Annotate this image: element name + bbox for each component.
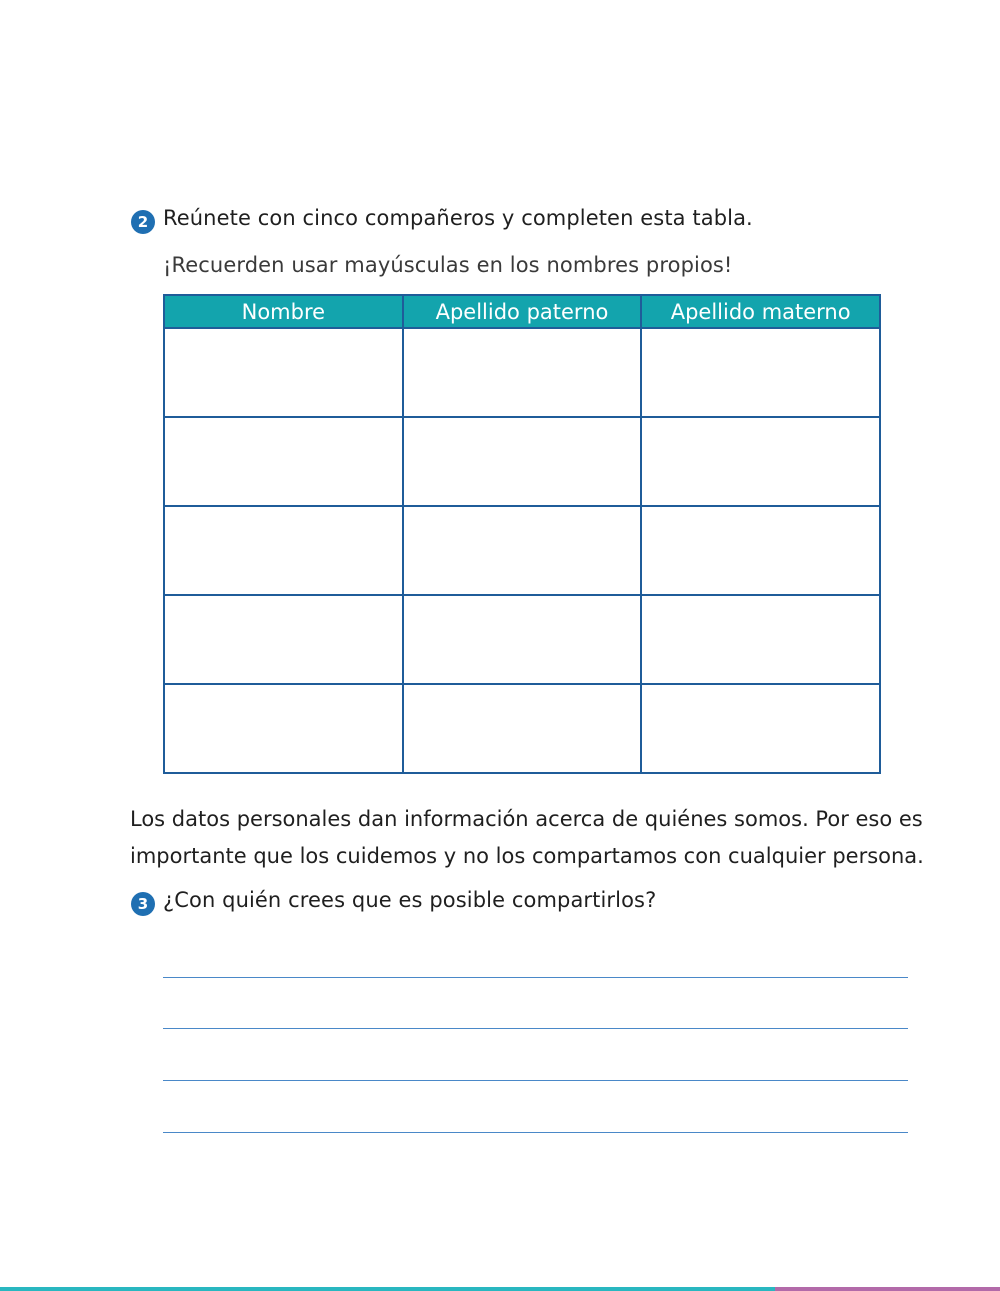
personal-data-paragraph xyxy=(130,801,924,875)
table-cell-nombre[interactable] xyxy=(164,595,403,684)
footer-bar-purple xyxy=(775,1287,1000,1291)
table-cell-nombre[interactable] xyxy=(164,684,403,773)
table-row xyxy=(164,328,880,417)
header-nombre: Nombre xyxy=(164,295,403,328)
table-row xyxy=(164,684,880,773)
table-cell-nombre[interactable] xyxy=(164,328,403,417)
table-row xyxy=(164,506,880,595)
table-cell-nombre[interactable] xyxy=(164,417,403,506)
activity-2-number-badge: 2 xyxy=(131,210,155,234)
table-cell-apellido-paterno[interactable] xyxy=(403,328,642,417)
answer-line-3[interactable] xyxy=(163,1080,908,1081)
table-row xyxy=(164,417,880,506)
answer-line-1[interactable] xyxy=(163,977,908,978)
activity-2-instruction: Reúnete con cinco compañeros y completen esta tabla. xyxy=(163,206,753,230)
names-table xyxy=(163,294,881,774)
table-cell-apellido-paterno[interactable] xyxy=(403,506,642,595)
header-apellido-materno: Apellido materno xyxy=(641,295,880,328)
activity-3-number-badge: 3 xyxy=(131,892,155,916)
table-cell-apellido-paterno[interactable] xyxy=(403,684,642,773)
paragraph-line-2: importante que los cuidemos y no los compartamos con cualquier persona. xyxy=(130,844,924,868)
table-cell-apellido-materno[interactable] xyxy=(641,506,880,595)
paragraph-line-1: Los datos personales dan información acerca de quiénes somos. Por eso es xyxy=(130,807,923,831)
table-header-row xyxy=(164,295,880,328)
activity-2-reminder: ¡Recuerden usar mayúsculas en los nombres propios! xyxy=(163,253,733,277)
activity-3-question: ¿Con quién crees que es posible compartirlos? xyxy=(163,888,657,912)
table-cell-apellido-materno[interactable] xyxy=(641,595,880,684)
table-cell-apellido-materno[interactable] xyxy=(641,417,880,506)
table-cell-apellido-materno[interactable] xyxy=(641,684,880,773)
answer-line-4[interactable] xyxy=(163,1132,908,1133)
header-apellido-paterno: Apellido paterno xyxy=(403,295,642,328)
table-row xyxy=(164,595,880,684)
table-cell-apellido-paterno[interactable] xyxy=(403,595,642,684)
table-cell-apellido-paterno[interactable] xyxy=(403,417,642,506)
table-cell-nombre[interactable] xyxy=(164,506,403,595)
answer-line-2[interactable] xyxy=(163,1028,908,1029)
table-cell-apellido-materno[interactable] xyxy=(641,328,880,417)
